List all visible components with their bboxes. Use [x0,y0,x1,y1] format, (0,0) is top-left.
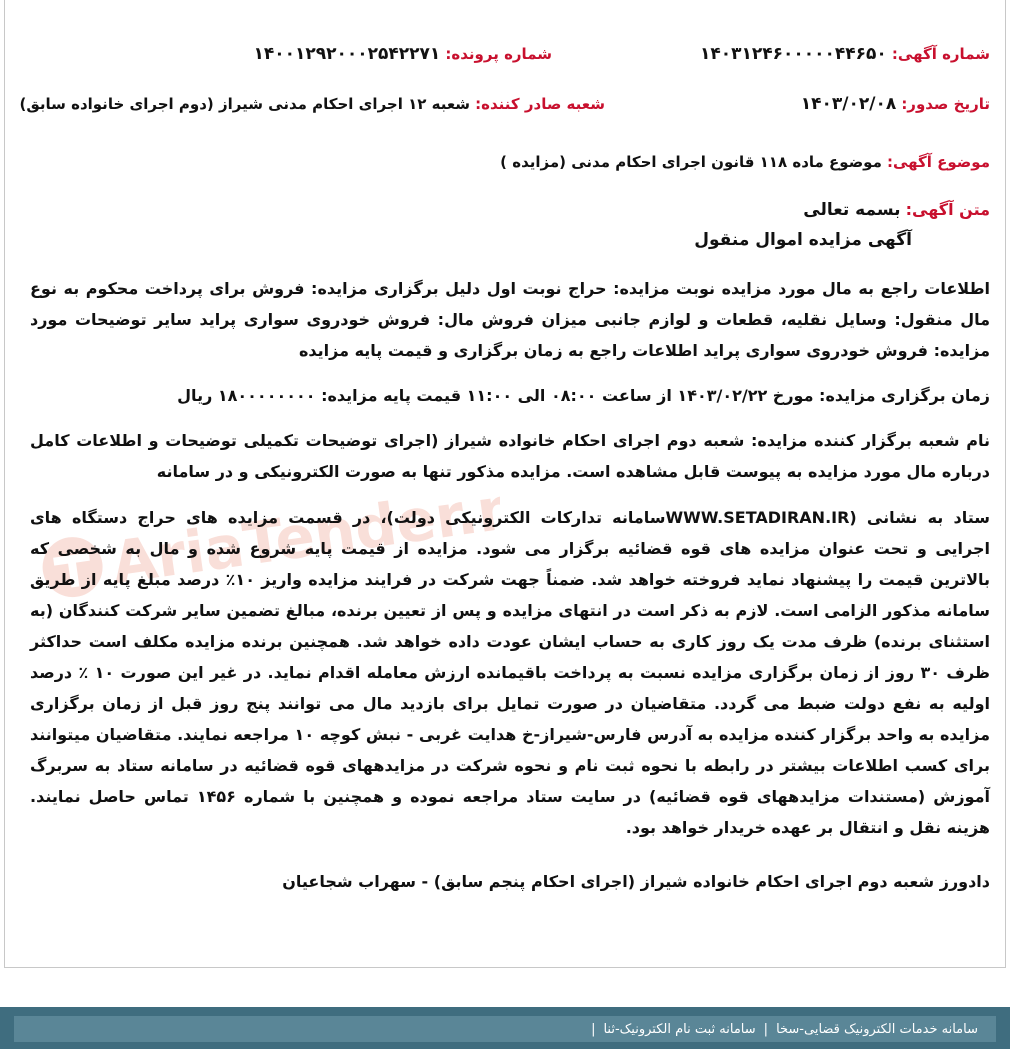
ad-title [694,230,912,250]
ad-title-text: آگهی مزایده اموال منقول [694,230,912,250]
issue-date-row [801,94,990,114]
text-label: متن آگهی: [905,200,990,219]
branch-info-paragraph: نام شعبه برگزار کننده مزایده: شعبه دوم اجرای احکام خانواده شیراز (اجرای توضیحات تکمیلی توضیحات و اطلاعات کامل درباره مال مورد مزایده به پیوست قابل مشاهده است. مزایده مذکور تنها به صورت الکترونیکی و در سامانه [30,431,990,481]
subject-row [500,152,990,171]
ad-number-label: شماره آگهی: [891,45,990,63]
issuer-row [19,94,605,113]
ad-number-value: ۱۴۰۳۱۲۴۶۰۰۰۰۰۴۴۶۵۰ [700,44,887,64]
footer-link-sakha[interactable]: سامانه خدمات الکترونیک قضایی-سخا [776,1021,978,1037]
footer-link-sana[interactable]: سامانه ثبت نام الکترونیک-ثنا [603,1021,756,1037]
footer-separator-2: | [591,1021,596,1037]
footer-separator: | [763,1021,769,1037]
subject-value: موضوع ماده ۱۱۸ قانون اجرای احکام مدنی (مزایده ) [500,153,882,171]
case-number-label: شماره پرونده: [445,45,552,63]
signature [282,872,990,891]
signature-text: دادورز شعبه دوم اجرای احکام خانواده شیراز (اجرای احکام پنجم سابق) - سهراب شجاعیان [282,872,990,891]
text-label-row [803,200,990,220]
footer-bar [14,1016,996,1042]
bismillah: بسمه تعالی [803,200,901,220]
auction-time-paragraph: زمان برگزاری مزایده: مورخ ۱۴۰۳/۰۲/۲۲ از ساعت ۰۸:۰۰ الی ۱۱:۰۰ قیمت پایه مزایده: ۱۸۰۰۰۰۰۰۰۰ ریال [177,386,990,405]
auction-info-paragraph: اطلاعات راجع به مال مورد مزایده نوبت مزایده: حراج نوبت اول دلیل برگزاری مزایده: فروش برای پرداخت محکوم به نوع مال منقول: وسایل نقلیه، قطعات و لوازم جانبی میزان فروش مال: فروش خودروی سواری پراید سایر توضیحات مورد مزایده: فروش خودروی سواری پراید اطلاعات راجع به زمان برگزاری و قیمت پایه مزایده [30,279,990,360]
ad-number-row [700,44,990,64]
subject-label: موضوع آگهی: [886,153,990,171]
case-number-value: ۱۴۰۰۱۲۹۲۰۰۰۲۵۴۲۲۷۱ [253,44,441,64]
case-number-row [254,44,552,64]
issue-date-value: ۱۴۰۳/۰۲/۰۸ [800,94,897,114]
issuer-label: شعبه صادر کننده: [475,95,605,113]
auction-terms-paragraph: ستاد به نشانی (WWW.SETADIRAN.IRسامانه تدارکات الکترونیکی دولت)، در قسمت مزایده های حراج دستگاه های اجرایی و تحت عنوان مزایده های قوه قضائیه برگزار می شود. مزایده از قیمت پایه شروع شده و مال به شخصی که بالاترین قیمت را پیشنهاد نماید فروخته خواهد شد. ضمناً جهت شرکت در فرایند مزایده واریز ۱۰٪ درصد مبلغ پایه از طریق سامانه مذکور الزامی است. لازم به ذکر است در انتهای مزایده و پس از تعیین برنده، مبالغ تضمین سایر شرکت کنندگان (به استثنای برنده) ظرف مدت یک روز کاری به حساب ایشان عودت داده خواهد شد. همچنین برنده مزایده مکلف است حداکثر ظرف ۳۰ روز از زمان برگزاری مزایده نسبت به پرداخت باقیمانده ارزش معامله اقدام نماید. در غیر این صورت ۱۰ ٪ درصد اولیه به نفع دولت ضبط می گردد. متقاضیان در صورت تمایل برای بازدید مال می توانند پنج روز قبل از زمان برگزاری مزایده به واحد برگزار کننده مزایده به آدرس فارس-شیراز-خ هدایت غربی - نبش کوچه ۱۰ مراجعه نمایند. متقاضیان میتوانند برای کسب اطلاعات بیشتر در رابطه با نحوه ثبت نام و نحوه شرکت در مزایدههای قوه قضائیه در سامانه ستاد به سربرگ آموزش (مستندات مزایدههای قوه قضائیه) در سایت ستاد مراجعه نموده و همچنین با شماره ۱۴۵۶ تماس حاصل نمایند. هزینه نقل و انتقال بر عهده خریدار خواهد بود. [30,508,991,837]
issue-date-label: تاریخ صدور: [901,95,990,113]
issuer-value: شعبه ۱۲ اجرای احکام مدنی شیراز (دوم اجرای خانواده سابق) [19,95,471,113]
